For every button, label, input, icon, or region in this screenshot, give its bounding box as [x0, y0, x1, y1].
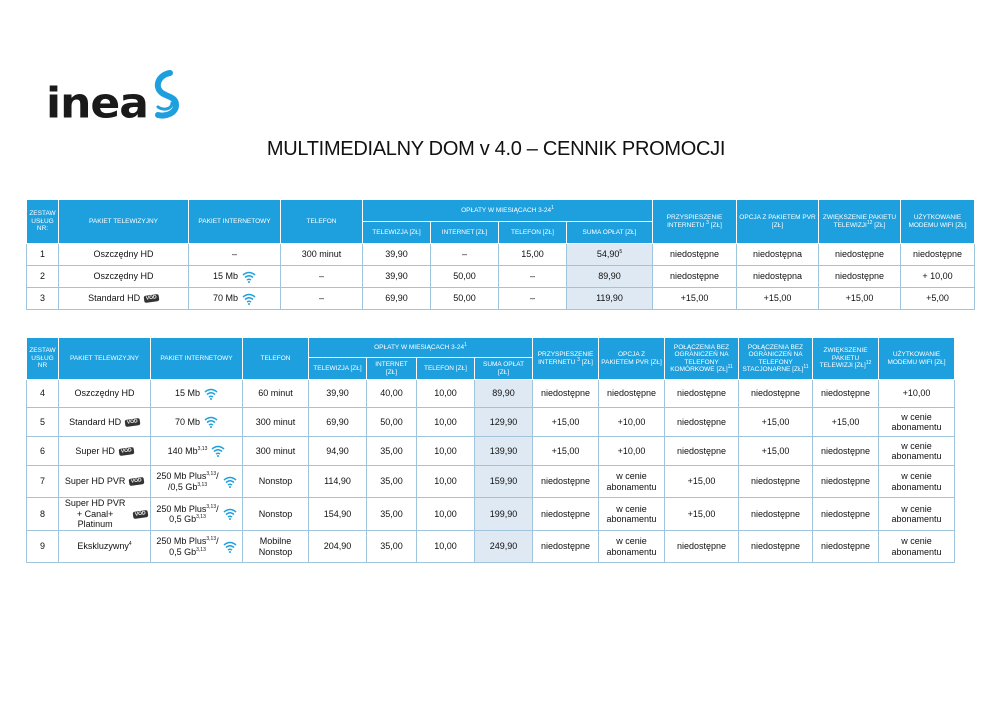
header-tv-zl: TELEWIZJA [ZŁ] [309, 358, 367, 380]
header-wifi: UŻYTKOWANIE MODEMU WIFI [ZŁ] [879, 338, 955, 380]
header-internet: PAKIET INTERNETOWY [189, 200, 281, 244]
row-stac: niedostępne [739, 380, 813, 408]
header-tv-zl: TELEWIZJA [ZŁ] [363, 222, 431, 244]
row-wifi: w cenie abonamentu [879, 408, 955, 437]
wifi-icon [204, 416, 218, 428]
table-row [27, 380, 955, 408]
row-tel-zl: 10,00 [417, 498, 475, 531]
row-stac: +15,00 [739, 408, 813, 437]
table-row [27, 531, 955, 563]
row-internet: 250 Mb Plus$^{3,13}$/ 0,5 Gb$^{3,13}$ [151, 531, 243, 563]
header-pvr: OPCJA Z PAKIETEM PVR [ZŁ] [599, 338, 665, 380]
row-tv: Super HD PVR VOD [59, 466, 151, 498]
row-telefon: 60 minut [243, 380, 309, 408]
row-wifi: w cenie abonamentu [879, 498, 955, 531]
row-int-zl: – [431, 244, 499, 266]
row-tv: Oszczędny HD [59, 266, 189, 288]
page-title: MULTIMEDIALNY DOM v 4.0 – CENNIK PROMOCJI [266, 138, 726, 160]
row-tv: Super HD VOD [59, 437, 151, 466]
row-tv: Oszczędny HD [59, 244, 189, 266]
row-wifi: w cenie abonamentu [879, 466, 955, 498]
row-przysp: niedostępne [533, 380, 599, 408]
row-przysp: +15,00 [533, 408, 599, 437]
header-internet-zl: INTERNET [ZŁ] [367, 358, 417, 380]
row-suma: 249,90 [475, 531, 533, 563]
wifi-icon [242, 271, 256, 283]
row-tel-zl: – [499, 288, 567, 310]
row-pvr: niedostępna [737, 244, 819, 266]
row-pvr: w cenie abonamentu [599, 498, 665, 531]
row-kom: niedostępne [665, 408, 739, 437]
row-pvr: w cenie abonamentu [599, 466, 665, 498]
row-nr: 8 [27, 498, 59, 531]
row-pvr: niedostępne [599, 380, 665, 408]
row-telefon: – [281, 266, 363, 288]
row-nr: 4 [27, 380, 59, 408]
price-table-2 [26, 337, 955, 563]
row-zwieksz: niedostępne [813, 466, 879, 498]
header-internet-zl: INTERNET [ZŁ] [431, 222, 499, 244]
row-przysp: niedostępne [533, 531, 599, 563]
logo-text: inea [46, 79, 148, 128]
row-nr: 7 [27, 466, 59, 498]
row-przysp: +15,00 [653, 288, 737, 310]
row-zwieksz: niedostępne [813, 531, 879, 563]
row-suma: 159,90 [475, 466, 533, 498]
row-przysp: niedostępne [653, 244, 737, 266]
price-table-1 [26, 199, 975, 310]
table-row [27, 466, 955, 498]
row-telefon: 300 minut [281, 244, 363, 266]
row-kom: niedostępne [665, 437, 739, 466]
row-int-zl: 50,00 [367, 408, 417, 437]
row-stac: niedostępne [739, 531, 813, 563]
row-telefon: Nonstop [243, 466, 309, 498]
table-row [27, 408, 955, 437]
row-tv-zl: 39,90 [309, 380, 367, 408]
table-row [27, 244, 975, 266]
row-zwieksz: +15,00 [813, 408, 879, 437]
row-tv-zl: 94,90 [309, 437, 367, 466]
row-stac: niedostępne [739, 466, 813, 498]
row-telefon: 300 minut [243, 437, 309, 466]
row-int-zl: 35,00 [367, 437, 417, 466]
header-przyspieszenie: PRZYSPIESZENIE INTERNETU $^3$ [ZŁ] [653, 200, 737, 244]
row-internet: 250 Mb Plus$^{3,13}$/ 0,5 Gb$^{3,13}$ [151, 498, 243, 531]
row-nr: 5 [27, 408, 59, 437]
header-oplaty: OPŁATY W MIESIĄCACH $3-24^1$ [309, 338, 533, 358]
row-kom: +15,00 [665, 466, 739, 498]
row-tv-zl: 69,90 [309, 408, 367, 437]
row-suma: 89,90 [567, 266, 653, 288]
header-internet: PAKIET INTERNETOWY [151, 338, 243, 380]
row-zwieksz: niedostępne [813, 437, 879, 466]
row-wifi: niedostępne [901, 244, 975, 266]
table-row [27, 498, 955, 531]
row-tv-zl: 69,90 [363, 288, 431, 310]
table-row [27, 437, 955, 466]
row-tel-zl: 10,00 [417, 466, 475, 498]
header-telefon: TELEFON [243, 338, 309, 380]
header-zestaw: ZESTAW USŁUG NR [27, 338, 59, 380]
row-wifi: + 10,00 [901, 266, 975, 288]
inea-logo [46, 74, 184, 134]
row-tel-zl: 10,00 [417, 437, 475, 466]
row-pvr: +15,00 [737, 288, 819, 310]
row-tel-zl: 10,00 [417, 408, 475, 437]
row-nr: 2 [27, 266, 59, 288]
row-przysp: niedostępne [533, 466, 599, 498]
vod-badge-icon: VOD [125, 418, 141, 427]
wifi-icon [204, 388, 218, 400]
header-telefon: TELEFON [281, 200, 363, 244]
row-tel-zl: – [499, 266, 567, 288]
header-suma: SUMA OPŁAT [ZŁ] [475, 358, 533, 380]
row-tel-zl: 15,00 [499, 244, 567, 266]
row-przysp: +15,00 [533, 437, 599, 466]
header-zestaw: ZESTAW USŁUG NR: [27, 200, 59, 244]
row-suma: 54,90$^5$ [567, 244, 653, 266]
row-tv-zl: 154,90 [309, 498, 367, 531]
header-telefon-zl: TELEFON [ZŁ] [499, 222, 567, 244]
row-zwieksz: +15,00 [819, 288, 901, 310]
row-suma: 139,90 [475, 437, 533, 466]
wifi-icon [223, 541, 237, 553]
row-int-zl: 35,00 [367, 466, 417, 498]
row-zwieksz: niedostępne [819, 266, 901, 288]
row-internet: 15 Mb [189, 266, 281, 288]
wifi-icon [223, 508, 237, 520]
row-wifi: w cenie abonamentu [879, 437, 955, 466]
row-tv: Ekskluzywny$^4$ [59, 531, 151, 563]
row-kom: +15,00 [665, 498, 739, 531]
row-stac: +15,00 [739, 437, 813, 466]
row-int-zl: 35,00 [367, 498, 417, 531]
row-przysp: niedostępne [533, 498, 599, 531]
table-row [27, 266, 975, 288]
row-przysp: niedostępne [653, 266, 737, 288]
row-int-zl: 40,00 [367, 380, 417, 408]
row-internet: 140 Mb$^{3,13}$ [151, 437, 243, 466]
row-zwieksz: niedostępne [819, 244, 901, 266]
header-przyspieszenie: PRZYSPIESZENIE INTERNETU $^3$ [ZŁ] [533, 338, 599, 380]
row-internet: 15 Mb [151, 380, 243, 408]
row-nr: 1 [27, 244, 59, 266]
row-kom: niedostępne [665, 531, 739, 563]
row-internet: 70 Mb [189, 288, 281, 310]
vod-badge-icon: VOD [133, 510, 149, 519]
row-tv: Standard HD VOD [59, 288, 189, 310]
row-internet: – [189, 244, 281, 266]
row-wifi: +10,00 [879, 380, 955, 408]
row-pvr: +10,00 [599, 408, 665, 437]
row-internet: 250 Mb Plus$^{3,13}$/ /0,5 Gb$^{3,13}$ [151, 466, 243, 498]
row-tv-zl: 204,90 [309, 531, 367, 563]
row-nr: 9 [27, 531, 59, 563]
wifi-icon [242, 293, 256, 305]
wifi-icon [211, 445, 225, 457]
row-tv: Super HD PVR + Canal+ Platinum VOD [59, 498, 151, 531]
row-tel-zl: 10,00 [417, 531, 475, 563]
row-int-zl: 50,00 [431, 288, 499, 310]
vod-badge-icon: VOD [118, 447, 134, 456]
row-zwieksz: niedostępne [813, 380, 879, 408]
header-zwiekszenie: ZWIĘKSZENIE PAKIETU TELEWIZJI [ZŁ]$^{12}$ [813, 338, 879, 380]
row-suma: 89,90 [475, 380, 533, 408]
row-telefon: – [281, 288, 363, 310]
row-internet: 70 Mb [151, 408, 243, 437]
header-zwiekszenie: ZWIĘKSZENIE PAKIETU TELEWIZJI$^{12}$ [ZŁ] [819, 200, 901, 244]
header-oplaty: OPŁATY W MIESIĄCACH $3-24^1$ [363, 200, 653, 222]
table-row [27, 288, 975, 310]
header-tv: PAKIET TELEWIZYJNY [59, 338, 151, 380]
row-stac: niedostępne [739, 498, 813, 531]
row-pvr: +10,00 [599, 437, 665, 466]
row-tv-zl: 114,90 [309, 466, 367, 498]
row-nr: 6 [27, 437, 59, 466]
row-tv-zl: 39,90 [363, 244, 431, 266]
logo-swirl-icon [150, 69, 184, 125]
row-tel-zl: 10,00 [417, 380, 475, 408]
row-suma: 129,90 [475, 408, 533, 437]
row-suma: 119,90 [567, 288, 653, 310]
header-pvr: OPCJA Z PAKIETEM PVR [ZŁ] [737, 200, 819, 244]
vod-badge-icon: VOD [144, 294, 160, 303]
wifi-icon [223, 476, 237, 488]
row-pvr: niedostępna [737, 266, 819, 288]
header-wifi: UŻYTKOWANIE MODEMU WIFI [ZŁ] [901, 200, 975, 244]
row-telefon: Mobilne Nonstop [243, 531, 309, 563]
header-telefon-zl: TELEFON [ZŁ] [417, 358, 475, 380]
row-tv-zl: 39,90 [363, 266, 431, 288]
row-pvr: w cenie abonamentu [599, 531, 665, 563]
header-komorkowe: POŁĄCZENIA BEZ OGRANICZEŃ NA TELEFONY KOMÓRKOWE [ZŁ]$^{11}$ [665, 338, 739, 380]
row-suma: 199,90 [475, 498, 533, 531]
row-int-zl: 35,00 [367, 531, 417, 563]
row-kom: niedostępne [665, 380, 739, 408]
header-stacjonarne: POŁĄCZENIA BEZ OGRANICZEŃ NA TELEFONY STACJONARNE [ZŁ]$^{11}$ [739, 338, 813, 380]
vod-badge-icon: VOD [129, 477, 145, 486]
row-wifi: +5,00 [901, 288, 975, 310]
row-nr: 3 [27, 288, 59, 310]
row-telefon: Nonstop [243, 498, 309, 531]
header-tv: PAKIET TELEWIZYJNY [59, 200, 189, 244]
row-tv: Standard HD VOD [59, 408, 151, 437]
row-int-zl: 50,00 [431, 266, 499, 288]
row-wifi: w cenie abonamentu [879, 531, 955, 563]
row-telefon: 300 minut [243, 408, 309, 437]
header-suma: SUMA OPŁAT [ZŁ] [567, 222, 653, 244]
row-tv: Oszczędny HD [59, 380, 151, 408]
row-zwieksz: niedostępne [813, 498, 879, 531]
